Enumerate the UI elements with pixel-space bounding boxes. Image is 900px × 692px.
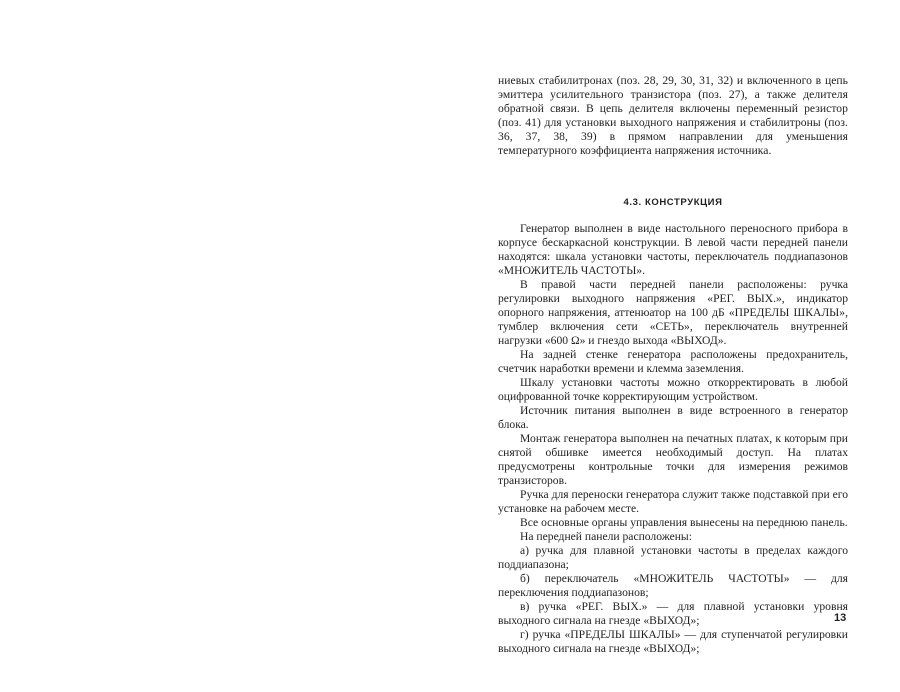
section-body xyxy=(498,222,848,656)
list-item-a: а) ручка для плавной установки частоты в пределах каждого поддиапазона; xyxy=(498,544,848,571)
list-item-d: г) ручка «ПРЕДЕЛЫ ШКАЛЫ» — для ступенчатой регулировки выходного сигнала на гнезде «ВЫХОД»; xyxy=(498,628,848,655)
list-item-c: в) ручка «РЕГ. ВЫХ.» — для плавной установки уровня выходного сигнала на гнезде «ВЫХОД»; xyxy=(498,600,848,627)
intro-paragraph: ниевых стабилитронах (поз. 28, 29, 30, 31, 32) и включенного в цепь эмиттера усилительного транзистора (поз. 27), а также делителя обратной связи. В цепь делителя включены переменный резистор (поз. 41) для установки выходного напряжения и стабилитроны (поз. 36, 37, 38, 39) в прямом направлении для уменьшения температурного коэффициента напряжения источника. xyxy=(498,74,848,157)
paragraph-right-panel: В правой части передней панели расположены: ручка регулировки выходного напряжения «РЕГ. ВЫХ.», индикатор опорного напряжения, аттенюатор на 100 дБ «ПРЕДЕЛЫ ШКАЛЫ», тумблер включения сети «СЕТЬ», переключатель внутренней нагрузки «600 Ω» и гнездо выхода «ВЫХОД». xyxy=(498,278,848,347)
page-number: 13 xyxy=(834,612,847,624)
paragraph-rear-wall: На задней стенке генератора расположены предохранитель, счетчик наработки времени и клемма заземления. xyxy=(498,348,848,375)
paragraph-front-panel-intro: На передней панели расположены: xyxy=(520,530,692,543)
paragraph-general: Генератор выполнен в виде настольного переносного прибора в корпусе бескаркасной конструкции. В левой части передней панели находятся: шкала установки частоты, переключатель поддиапазонов «МНОЖИТЕЛЬ ЧАСТОТЫ». xyxy=(498,222,848,277)
paragraph-handle: Ручка для переноски генератора служит также подставкой при его установке на рабочем месте. xyxy=(498,488,848,515)
list-item-b: б) переключатель «МНОЖИТЕЛЬ ЧАСТОТЫ» — для переключения поддиапазонов; xyxy=(498,572,848,599)
paragraph-mounting: Монтаж генератора выполнен на печатных платах, к которым при снятой обшивке имеется необходимый доступ. На платах предусмотрены контрольные точки для измерения режимов транзисторов. xyxy=(498,432,848,487)
paragraph-scale-correction: Шкалу установки частоты можно откорректировать в любой оцифрованной точке корректирующим устройством. xyxy=(498,376,848,403)
section-heading: 4.3. КОНСТРУКЦИЯ xyxy=(623,197,723,208)
paragraph-power-source: Источник питания выполнен в виде встроенного в генератор блока. xyxy=(498,404,848,431)
intro-text-block xyxy=(498,74,848,158)
paragraph-controls: Все основные органы управления вынесены на переднюю панель. xyxy=(520,516,848,529)
